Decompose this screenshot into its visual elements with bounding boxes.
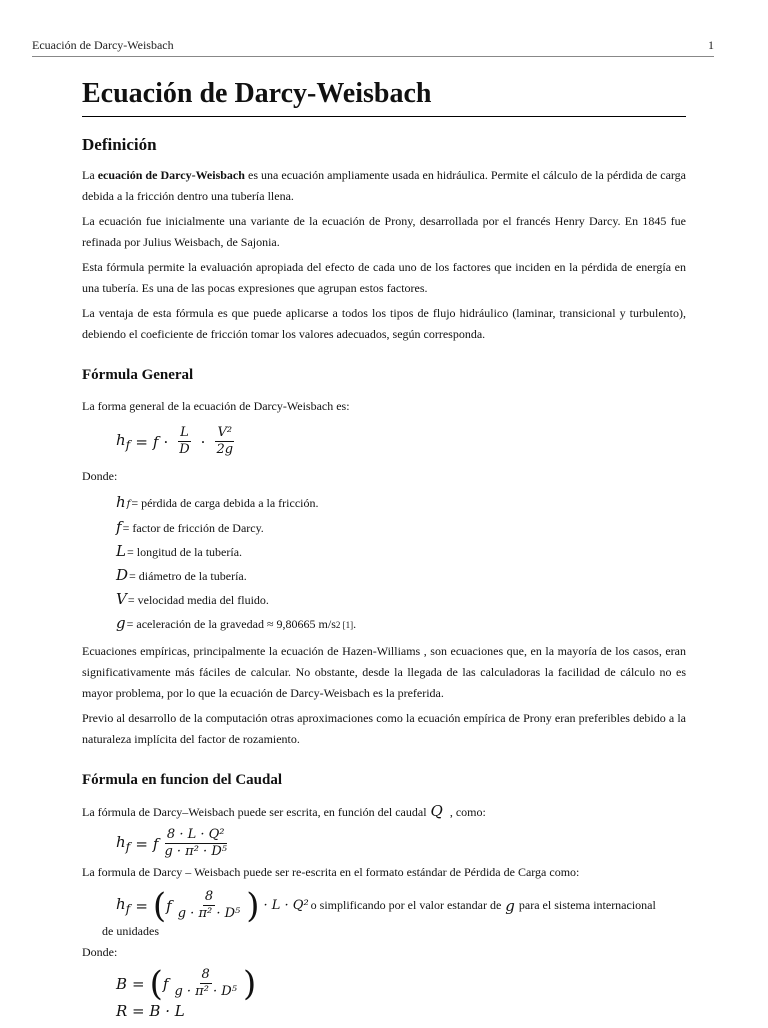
numerator: L [180, 425, 189, 440]
variable-item [116, 540, 686, 564]
variable-item [116, 516, 686, 540]
variable-symbol: L [116, 542, 126, 560]
variable-description: = factor de fricción de Darcy. [122, 521, 264, 535]
equals-sign: = [135, 432, 148, 451]
numerator: 8 · L · Q² [166, 827, 225, 842]
sym-f: f [162, 974, 169, 993]
page-title: Ecuación de Darcy-Weisbach [82, 78, 686, 117]
right-paren: ) [246, 885, 260, 926]
text-span: La [82, 168, 98, 182]
numerator: V² [217, 425, 233, 440]
variable-symbol: g [116, 614, 126, 632]
fraction-V2-over-2g [214, 425, 235, 458]
variable-description: = longitud de la tubería. [126, 545, 243, 559]
denominator: g · π² · D⁵ [164, 844, 227, 859]
fraction-8-over [176, 889, 243, 922]
paragraph-empiricas: Ecuaciones empíricas, principalmente la ecuación de Hazen-Williams , son ecuaciones que, en la mayoría de los casos, eran significativamente más fáciles de calcular. No obstante, desde la llegada de las calculadoras la facilidad de cálculo no es mayor problema, por lo que la ecuación de Darcy-Weisbach es la preferida. [82, 644, 686, 700]
equals-sign: = [135, 896, 148, 915]
formula-R-text: R = B · L [116, 1002, 185, 1020]
variable-symbol: D [116, 566, 129, 584]
paragraph-re-escrita: La formula de Darcy – Weisbach puede ser re-escrita en el formato estándar de Pérdida de Carga como: [82, 865, 580, 879]
citation-superscript[interactable]: 2 [1] [335, 620, 354, 630]
paragraph-caudal-intro [82, 801, 686, 823]
note-units: de unidades [102, 924, 159, 938]
variable-item [116, 491, 686, 516]
fraction-8-over [172, 967, 239, 1000]
text-span: La fórmula de Darcy–Weisbach puede ser escrita, en función del caudal [82, 805, 427, 819]
sym-f: f [152, 834, 159, 853]
variable-item [116, 564, 686, 588]
fraction-L-over-D [177, 425, 191, 458]
formula-lhs [116, 895, 130, 916]
formula-R [116, 1002, 686, 1020]
variable-item [116, 612, 686, 637]
equals-sign: = [135, 834, 148, 853]
inline-note: o simplificando por el valor estandar de [310, 898, 502, 912]
section-heading-definicion: Definición [82, 135, 157, 154]
section-heading-caudal: Fórmula en funcion del Caudal [82, 772, 283, 788]
paragraph-definicion-1 [82, 165, 686, 207]
period: . [353, 617, 357, 631]
sub-f: f [125, 901, 131, 916]
bold-term: ecuación de Darcy-Weisbach [97, 168, 245, 182]
formula-general [116, 425, 686, 458]
variable-item [116, 588, 686, 612]
variable-description: = aceleración de la gravedad ≈ 9,80665 m/s [126, 617, 336, 631]
variable-description: = diámetro de la tubería. [129, 569, 247, 583]
sym-h: h [116, 431, 126, 449]
variable-description: = velocidad media del fluido. [127, 593, 269, 607]
text-span: , como: [446, 805, 486, 819]
dot-operator: · [200, 432, 206, 451]
document-body [82, 78, 686, 1028]
denominator: g · π² · D⁵ [177, 906, 241, 921]
numerator: 8 [201, 967, 210, 982]
formula-B [116, 963, 686, 1004]
sym-h: h [116, 833, 126, 851]
paragraph-definicion-3: Esta fórmula permite la evaluación apropiada del efecto de cada uno de los factores que inciden en la pérdida de energía en una tubería. Es una de las pocas expresiones que agrupan estos factores. [82, 260, 686, 295]
variable-symbol: h [116, 493, 126, 511]
variable-symbol: f [116, 518, 122, 536]
variable-subscript: f [126, 499, 131, 510]
sym-h: h [116, 895, 126, 913]
formula-lhs [116, 431, 130, 452]
formula-perdida-carga [116, 885, 686, 926]
paragraph-previo: Previo al desarrollo de la computación otras aproximaciones como la ecuación empírica de Prony eran preferibles debido a la naturaleza implícita del factor de rozamiento. [82, 711, 686, 746]
paragraph-definicion-2: La ecuación fue inicialmente una variante de la ecuación de Prony, desarrollada por el francés Henry Darcy. En 1845 fue refinada por Julius Weisbach, de Sajonia. [82, 214, 686, 249]
sym-g: g [505, 896, 515, 915]
right-paren: ) [242, 963, 257, 1004]
sym-f: f [152, 432, 159, 451]
inline-note: para el sistema internacional [518, 898, 656, 912]
denominator: 2g [216, 442, 234, 457]
fraction-caudal [162, 827, 229, 860]
label-donde-2: Donde: [82, 945, 118, 959]
text-span: es una ecuación ampliamente usada en hidráulica. Permite el cálculo de la pérdida de carga debida a la fricción dentro una tubería llena. [82, 168, 687, 203]
paragraph-definicion-4: La ventaja de esta fórmula es que puede aplicarse a todos los tipos de flujo hidráulico (laminar, transicional y turbulento), debiendo el coeficiente de fricción tomar los valores adecuados, según corresponda. [82, 306, 686, 341]
header-rule [32, 56, 714, 57]
sym-Q: Q [430, 802, 443, 820]
formula-tail: · L · Q² [263, 898, 309, 913]
paragraph-general-intro: La forma general de la ecuación de Darcy-Weisbach es: [82, 399, 350, 413]
running-header [32, 38, 714, 53]
left-paren: ( [152, 885, 167, 926]
numerator: 8 [204, 889, 214, 904]
section-heading-formula-general: Fórmula General [82, 367, 194, 383]
formula-caudal [116, 827, 686, 860]
sub-f: f [125, 437, 131, 452]
variable-symbol: V [116, 590, 127, 608]
running-title: Ecuación de Darcy-Weisbach [32, 38, 174, 52]
left-paren: ( [149, 963, 163, 1004]
denominator: g · π² · D⁵ [174, 984, 237, 999]
denominator: D [179, 442, 190, 457]
label-donde: Donde: [82, 469, 118, 483]
equals-sign: = [132, 974, 145, 993]
sym-f: f [166, 896, 172, 915]
sym-B: B [116, 974, 128, 993]
dot-operator: · [163, 432, 169, 451]
page-number: 1 [708, 38, 714, 52]
variable-description: = pérdida de carga debida a la fricción. [131, 496, 319, 510]
sub-f: f [125, 839, 131, 854]
variable-list [116, 491, 686, 637]
formula-lhs [116, 833, 130, 854]
